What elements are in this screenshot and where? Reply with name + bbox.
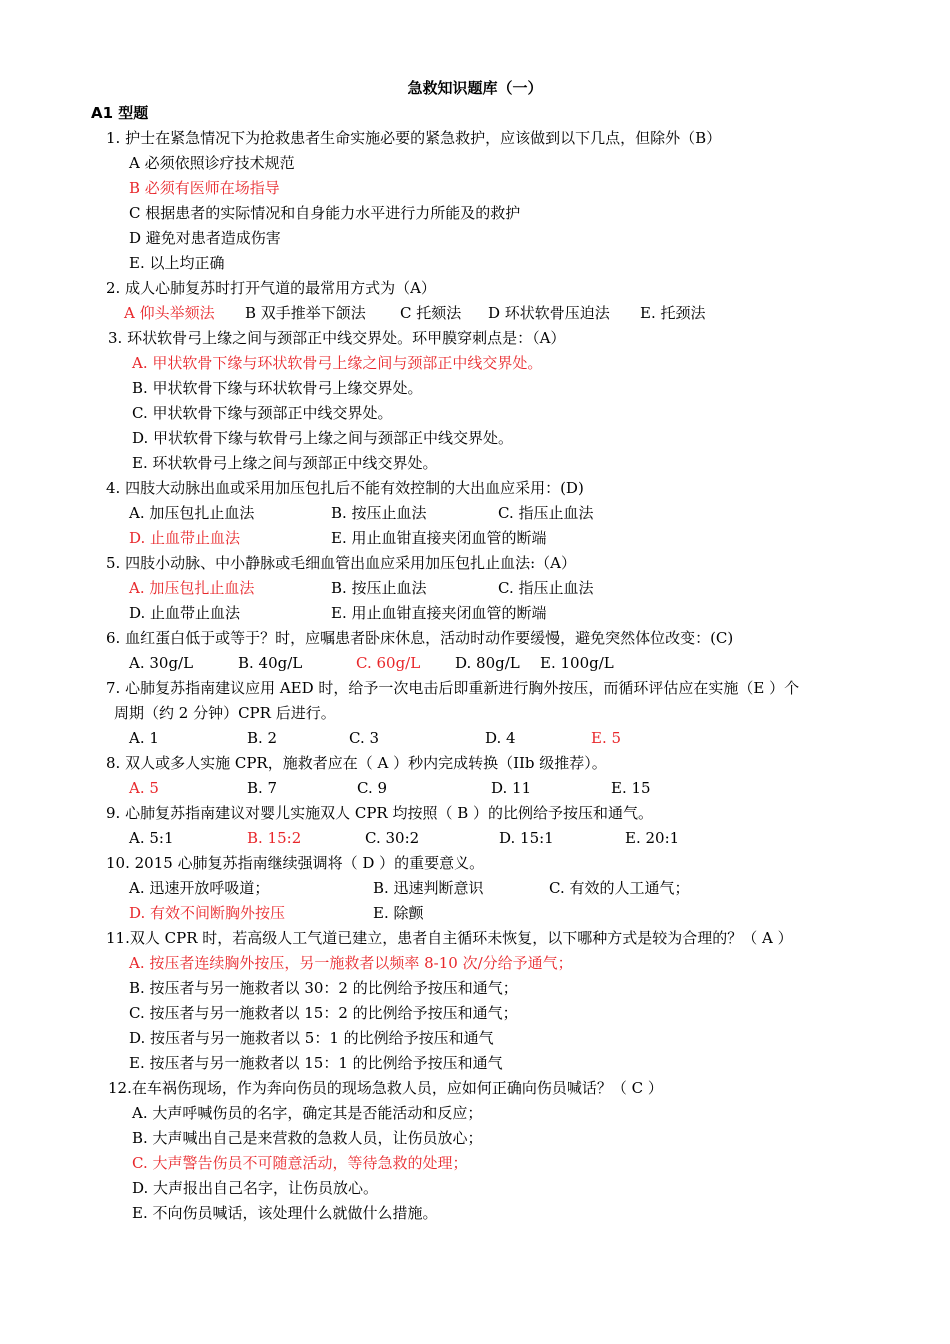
question-12-stem: 12.在车祸伤现场，作为奔向伤员的现场急救人员，应如何正确向伤员喊话？（ C ）: [108, 1079, 663, 1097]
question-11-option-c: C. 按压者与另一施救者以 15：2 的比例给予按压和通气；: [129, 1004, 518, 1022]
question-11-option-d: D. 按压者与另一施救者以 5：1 的比例给予按压和通气: [129, 1029, 494, 1047]
question-9-stem: 9. 心肺复苏指南建议对婴儿实施双人 CPR 均按照（ B ）的比例给予按压和通气。: [106, 804, 654, 822]
question-4-stem: 4. 四肢大动脉出血或采用加压包扎后不能有效控制的大出血应采用：(D): [106, 479, 584, 497]
question-10-option-c: C. 有效的人工通气；: [549, 879, 690, 897]
question-11-option-e: E. 按压者与另一施救者以 15：1 的比例给予按压和通气: [129, 1054, 503, 1072]
question-1-option-b-answer: B 必须有医师在场指导: [129, 179, 280, 197]
question-4-option-e: E. 用止血钳直接夹闭血管的断端: [331, 529, 547, 547]
question-12-option-a: A. 大声呼喊伤员的名字，确定其是否能活动和反应；: [132, 1104, 483, 1122]
question-8-option-d: D. 11: [491, 779, 532, 797]
question-9-option-b-answer: B. 15:2: [247, 829, 302, 847]
question-1-option-e: E. 以上均正确: [129, 254, 225, 272]
question-12-option-d: D. 大声报出自己名字，让伤员放心。: [132, 1179, 379, 1197]
question-3-option-d: D. 甲状软骨下缘与软骨弓上缘之间与颈部正中线交界处。: [132, 429, 514, 447]
question-1-option-c: C 根据患者的实际情况和自身能力水平进行力所能及的救护: [129, 204, 521, 222]
question-1-stem: 1. 护士在紧急情况下为抢救患者生命实施必要的紧急救护，应该做到以下几点，但除外（B）: [106, 129, 722, 147]
question-10-option-a: A. 迅速开放呼吸道；: [129, 879, 270, 897]
question-3-option-c: C. 甲状软骨下缘与颈部正中线交界处。: [132, 404, 393, 422]
question-7-option-b: B. 2: [247, 729, 278, 747]
question-7-option-d: D. 4: [485, 729, 516, 747]
question-3-stem: 3. 环状软骨弓上缘之间与颈部正中线交界处。环甲膜穿刺点是：（A）: [108, 329, 566, 347]
question-3-option-a-answer: A. 甲状软骨下缘与环状软骨弓上缘之间与颈部正中线交界处。: [132, 354, 543, 372]
question-9-option-c: C. 30:2: [365, 829, 420, 847]
question-2-option-d: D 环状软骨压迫法: [488, 304, 610, 322]
question-9-option-a: A. 5:1: [129, 829, 174, 847]
question-2-option-e: E. 托颈法: [640, 304, 706, 322]
question-11-option-a-answer: A. 按压者连续胸外按压，另一施救者以频率 8-10 次/分给予通气；: [129, 954, 573, 972]
question-9-option-d: D. 15:1: [499, 829, 554, 847]
question-6-option-b: B. 40g/L: [238, 654, 303, 672]
question-7-option-e-answer: E. 5: [591, 729, 622, 747]
question-12-option-b: B. 大声喊出自己是来营救的急救人员，让伤员放心；: [132, 1129, 483, 1147]
question-5-stem: 5. 四肢小动脉、中小静脉或毛细血管出血应采用加压包扎止血法:（A）: [106, 554, 576, 572]
question-2-option-b: B 双手推举下颌法: [245, 304, 366, 322]
question-6-option-d: D. 80g/L: [455, 654, 520, 672]
question-7-option-a: A. 1: [129, 729, 159, 747]
question-3-option-b: B. 甲状软骨下缘与环状软骨弓上缘交界处。: [132, 379, 423, 397]
question-1-option-d: D 避免对患者造成伤害: [129, 229, 281, 247]
question-2-option-c: C 托颏法: [400, 304, 462, 322]
question-7-option-c: C. 3: [349, 729, 380, 747]
question-4-option-b: B. 按压止血法: [331, 504, 427, 522]
question-10-option-d-answer: D. 有效不间断胸外按压: [129, 904, 286, 922]
question-7-stem: 7. 心肺复苏指南建议应用 AED 时，给予一次电击后即重新进行胸外按压，而循环评估应在实施（E ）个: [106, 679, 800, 697]
question-5-option-a-answer: A. 加压包扎止血法: [129, 579, 255, 597]
question-6-option-c-answer: C. 60g/L: [356, 654, 421, 672]
question-10-option-e: E. 除颤: [373, 904, 424, 922]
question-5-option-e: E. 用止血钳直接夹闭血管的断端: [331, 604, 547, 622]
question-6-option-a: A. 30g/L: [129, 654, 194, 672]
question-4-option-d-answer: D. 止血带止血法: [129, 529, 241, 547]
question-5-option-d: D. 止血带止血法: [129, 604, 241, 622]
question-8-option-b: B. 7: [247, 779, 278, 797]
question-6-option-e: E. 100g/L: [540, 654, 614, 672]
question-6-stem: 6. 血红蛋白低于或等于？时，应嘱患者卧床休息，活动时动作要缓慢，避免突然体位改变：(C): [106, 629, 734, 647]
question-2-stem: 2. 成人心肺复苏时打开气道的最常用方式为（A）: [106, 279, 436, 297]
question-7-stem-continued: 周期（约 2 分钟）CPR 后进行。: [114, 704, 336, 722]
question-8-stem: 8. 双人或多人实施 CPR，施救者应在（ A ）秒内完成转换（IIb 级推荐）。: [106, 754, 607, 772]
question-11-stem: 11.双人 CPR 时，若高级人工气道已建立，患者自主循环未恢复，以下哪种方式是较为合理的？（ A ）: [106, 929, 793, 947]
question-1-option-a: A 必须依照诊疗技术规范: [129, 154, 295, 172]
question-10-option-b: B. 迅速判断意识: [373, 879, 484, 897]
question-11-option-b: B. 按压者与另一施救者以 30：2 的比例给予按压和通气；: [129, 979, 518, 997]
question-12-option-e: E. 不向伤员喊话，该处理什么就做什么措施。: [132, 1204, 438, 1222]
page-title: 急救知识题库（一）: [407, 79, 543, 97]
question-8-option-e: E. 15: [611, 779, 651, 797]
question-4-option-c: C. 指压止血法: [498, 504, 594, 522]
question-12-option-c-answer: C. 大声警告伤员不可随意活动，等待急救的处理；: [132, 1154, 468, 1172]
question-3-option-e: E. 环状软骨弓上缘之间与颈部正中线交界处。: [132, 454, 438, 472]
question-10-stem: 10. 2015 心肺复苏指南继续强调将（ D ）的重要意义。: [106, 854, 485, 872]
question-5-option-c: C. 指压止血法: [498, 579, 594, 597]
section-heading: A1 型题: [91, 104, 149, 122]
question-2-option-a-answer: A 仰头举颏法: [124, 304, 215, 322]
question-9-option-e: E. 20:1: [625, 829, 680, 847]
question-8-option-c: C. 9: [357, 779, 388, 797]
question-8-option-a-answer: A. 5: [129, 779, 159, 797]
question-4-option-a: A. 加压包扎止血法: [129, 504, 255, 522]
question-5-option-b: B. 按压止血法: [331, 579, 427, 597]
